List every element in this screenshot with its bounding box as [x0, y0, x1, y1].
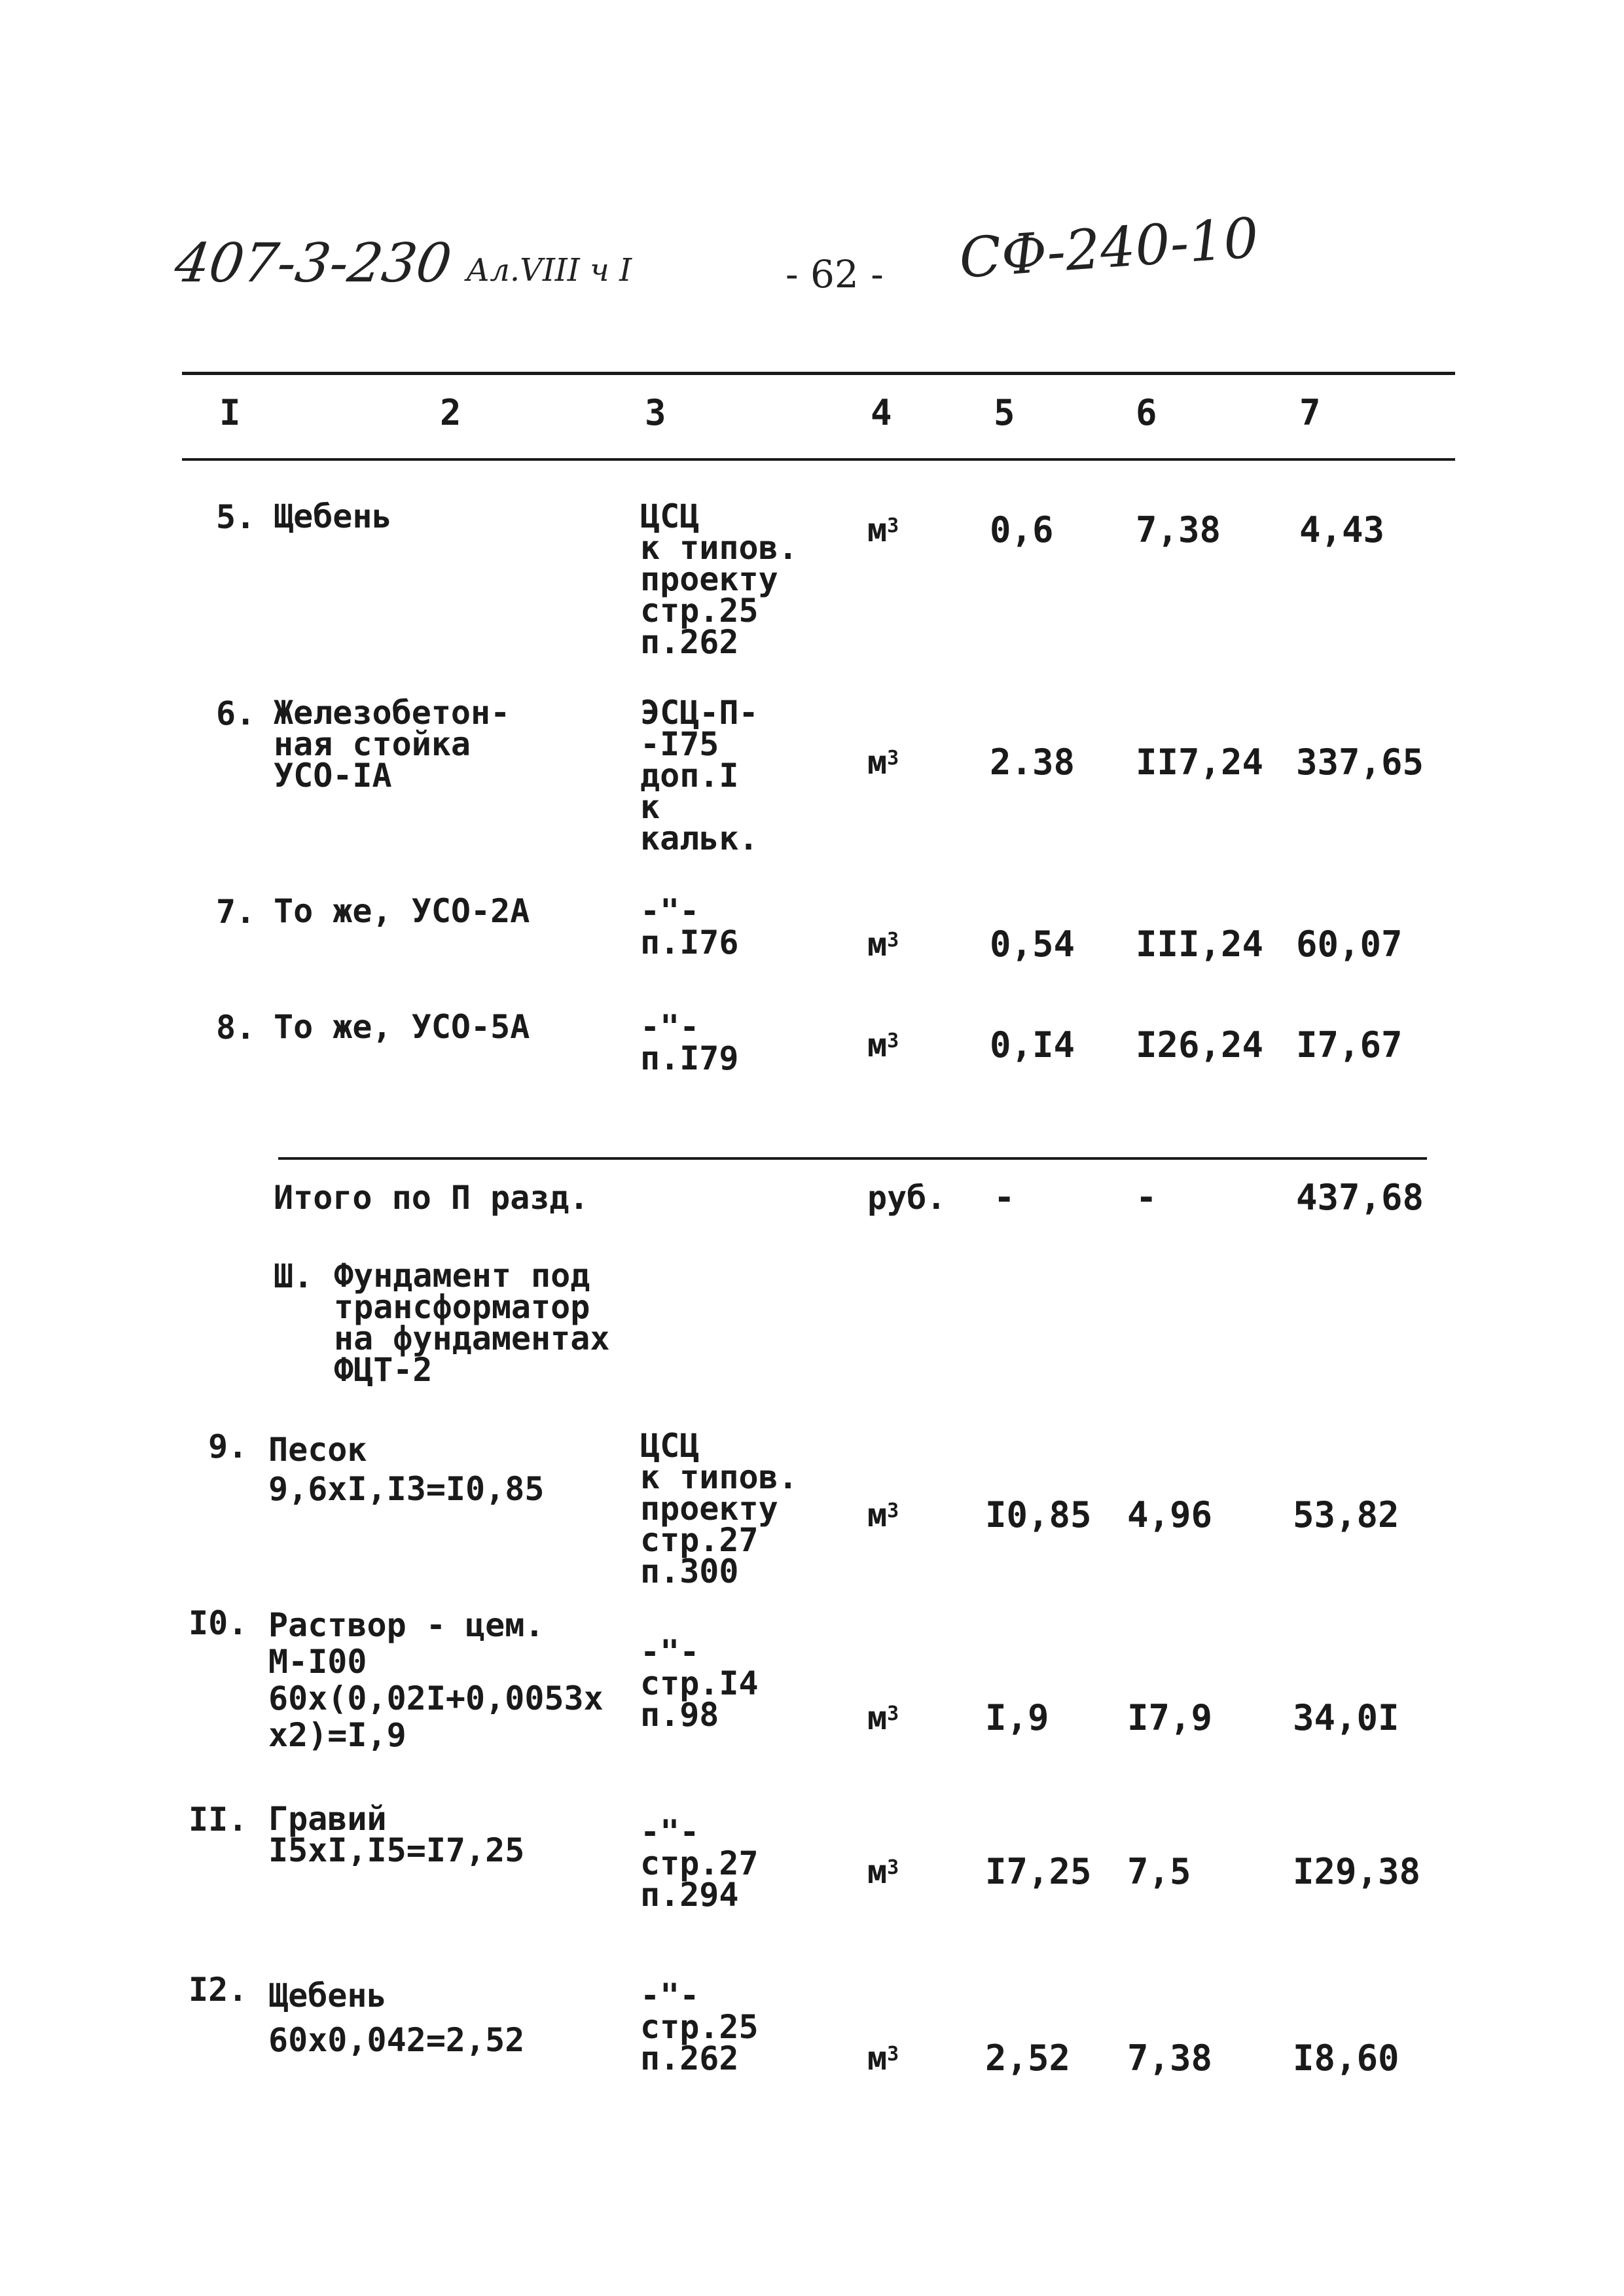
unit-price: II7,24 [1136, 742, 1264, 783]
quantity: 0,I4 [990, 1024, 1075, 1066]
item-name: Гравий I5хI,I5=I7,25 [268, 1800, 525, 1869]
unit-exponent: 3 [887, 514, 899, 537]
unit-exponent: 3 [887, 1499, 899, 1522]
subtotal-label: Итого по П разд. [274, 1179, 589, 1217]
line-total: 337,65 [1296, 742, 1424, 783]
unit-price: 7,5 [1127, 1851, 1191, 1892]
quantity: 2,52 [985, 2037, 1071, 2079]
col-header-4: 4 [871, 392, 892, 433]
section-number: Ш. [274, 1257, 314, 1295]
unit-base: м [867, 1026, 888, 1064]
unit-price: 7,38 [1136, 509, 1221, 550]
header-bottom-rule [182, 458, 1455, 461]
price-source: -"- п.I76 [640, 892, 739, 961]
unit-base: м [867, 511, 888, 549]
quantity: I,9 [985, 1697, 1049, 1738]
unit-exponent: 3 [887, 1856, 899, 1879]
quantity: 0,6 [990, 509, 1054, 550]
table-top-rule [182, 372, 1455, 375]
row-number: I2. [189, 1971, 248, 2009]
price-source: -"- стр.25 п.262 [640, 1977, 759, 2077]
col-header-7: 7 [1299, 392, 1321, 433]
item-name: Щебень 60х0,042=2,52 [268, 1977, 525, 2059]
subtotal-unit: руб. [867, 1179, 947, 1217]
unit-base: м [867, 925, 888, 963]
unit-base: м [867, 1853, 888, 1891]
item-name: Щебень [274, 497, 392, 535]
doc-code: 407-3-230 [171, 232, 456, 295]
unit-price: 7,38 [1127, 2037, 1213, 2079]
subtotal-total: 437,68 [1296, 1177, 1424, 1218]
line-total: 53,82 [1293, 1494, 1399, 1535]
row-number: 7. [216, 893, 256, 931]
item-name: Песок 9,6хI,I3=I0,85 [268, 1431, 545, 1508]
unit-price: I26,24 [1136, 1024, 1264, 1066]
row-number: 8. [216, 1009, 256, 1047]
unit-base: м [867, 744, 888, 781]
stamp-code: СФ-240-10 [957, 206, 1261, 291]
unit-exponent: 3 [887, 1702, 899, 1725]
unit-exponent: 3 [887, 1030, 899, 1052]
col-header-1: I [219, 392, 241, 433]
album-ref: Ал.VIII ч I [466, 252, 632, 289]
unit [867, 1496, 899, 1534]
price-source: -"- стр.I4 п.98 [640, 1633, 759, 1734]
unit-price: III,24 [1136, 924, 1264, 965]
unit [867, 2039, 899, 2077]
unit [867, 1699, 899, 1737]
section-title: Фундамент под трансформатор на фундаментах ФЦТ-2 [334, 1257, 610, 1389]
quantity: I0,85 [985, 1494, 1092, 1535]
line-total: 34,0I [1293, 1697, 1399, 1738]
row-number: 5. [216, 498, 256, 536]
page-number: - 62 - [785, 252, 884, 296]
col-header-2: 2 [440, 392, 461, 433]
subtotal-price: - [1136, 1177, 1157, 1218]
unit-exponent: 3 [887, 747, 899, 770]
row-number: II. [189, 1801, 248, 1839]
subtotal-qty: - [994, 1177, 1015, 1218]
item-name: То же, УСО-5А [274, 1008, 530, 1046]
price-source: ЦСЦ к типов. проекту стр.27 п.300 [640, 1427, 798, 1590]
unit [867, 511, 899, 549]
unit-price: I7,9 [1127, 1697, 1213, 1738]
row-number: 9. [208, 1427, 248, 1465]
col-header-5: 5 [994, 392, 1015, 433]
col-header-6: 6 [1136, 392, 1157, 433]
line-total: I8,60 [1293, 2037, 1399, 2079]
unit [867, 925, 899, 963]
line-total: 4,43 [1299, 509, 1385, 550]
item-name: То же, УСО-2А [274, 892, 530, 930]
quantity: 0,54 [990, 924, 1075, 965]
unit-exponent: 3 [887, 2043, 899, 2066]
unit [867, 1853, 899, 1891]
price-source: -"- п.I79 [640, 1008, 739, 1077]
unit-base: м [867, 1699, 888, 1737]
unit-price: 4,96 [1127, 1494, 1213, 1535]
line-total: 60,07 [1296, 924, 1403, 965]
item-name: Железобетон- ная стойка УСО-IА [274, 694, 511, 795]
price-source: ЦСЦ к типов. проекту стр.25 п.262 [640, 497, 798, 661]
row-number: 6. [216, 694, 256, 732]
price-source: ЭСЦ-П- -I75 доп.I к кальк. [640, 694, 759, 857]
price-source: -"- стр.27 п.294 [640, 1813, 759, 1914]
col-header-3: 3 [645, 392, 666, 433]
subtotal-rule [278, 1157, 1427, 1160]
unit-base: м [867, 1496, 888, 1534]
line-total: I7,67 [1296, 1024, 1403, 1066]
quantity: I7,25 [985, 1851, 1092, 1892]
row-number: I0. [189, 1604, 248, 1642]
line-total: I29,38 [1293, 1851, 1421, 1892]
unit [867, 746, 899, 779]
unit-base: м [867, 2039, 888, 2077]
unit [867, 1026, 899, 1064]
unit-exponent: 3 [887, 929, 899, 952]
item-name: Раствор - цем. М-I00 60х(0,02I+0,0053х х2)=I,9 [268, 1606, 604, 1754]
quantity: 2.38 [990, 742, 1075, 783]
